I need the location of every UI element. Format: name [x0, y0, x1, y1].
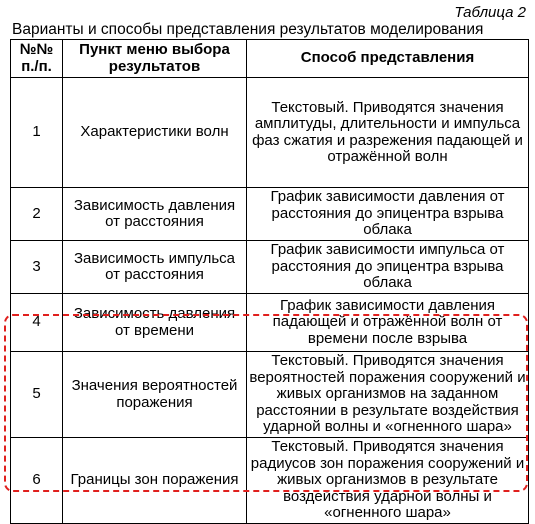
row-menu-item: Характеристики волн [63, 78, 247, 188]
table-caption: Варианты и способы представления результатов моделирования [12, 21, 484, 38]
row-number: 4 [11, 294, 63, 352]
row-menu-item: Зависимость импульса от расстояния [63, 241, 247, 294]
table-number: Таблица 2 [454, 4, 526, 21]
table-row [11, 294, 529, 352]
row-number: 1 [11, 78, 63, 188]
row-menu-item: Зависимость давления от расстояния [63, 188, 247, 241]
row-number: 2 [11, 188, 63, 241]
table-row [11, 352, 529, 438]
table-row [11, 241, 529, 294]
row-menu-item: Границы зон поражения [63, 438, 247, 524]
row-presentation: График зависимости импульса от расстояния до эпицентра взрыва облака [247, 241, 529, 294]
row-number: 3 [11, 241, 63, 294]
header-menu-item: Пункт меню выбора результатов [63, 40, 247, 78]
row-menu-item: Значения вероятностей поражения [63, 352, 247, 438]
row-menu-item: Зависимость давления от времени [63, 294, 247, 352]
header-number: №№ п./п. [11, 40, 63, 78]
table-header-row [11, 40, 529, 78]
table-row [11, 78, 529, 188]
row-presentation: Текстовый. Приводятся значения радиусов зон поражения сооружений и живых организмов в результате воздействия ударной волны и «огненного шара» [247, 438, 529, 524]
results-table [10, 39, 529, 524]
row-presentation: Текстовый. Приводятся значения вероятностей поражения сооружений и живых организмов на заданном расстоянии в результате воздействия ударной волны и «огненного шара» [247, 352, 529, 438]
row-number: 6 [11, 438, 63, 524]
header-presentation: Способ представления [247, 40, 529, 78]
row-presentation: График зависимости давления падающей и отражённой волн от времени после взрыва [247, 294, 529, 352]
table-row [11, 438, 529, 524]
row-number: 5 [11, 352, 63, 438]
row-presentation: Текстовый. Приводятся значения амплитуды, длительности и импульса фаз сжатия и разрежения падающей и отражённой волн [247, 78, 529, 188]
table-row [11, 188, 529, 241]
row-presentation: График зависимости давления от расстояния до эпицентра взрыва облака [247, 188, 529, 241]
